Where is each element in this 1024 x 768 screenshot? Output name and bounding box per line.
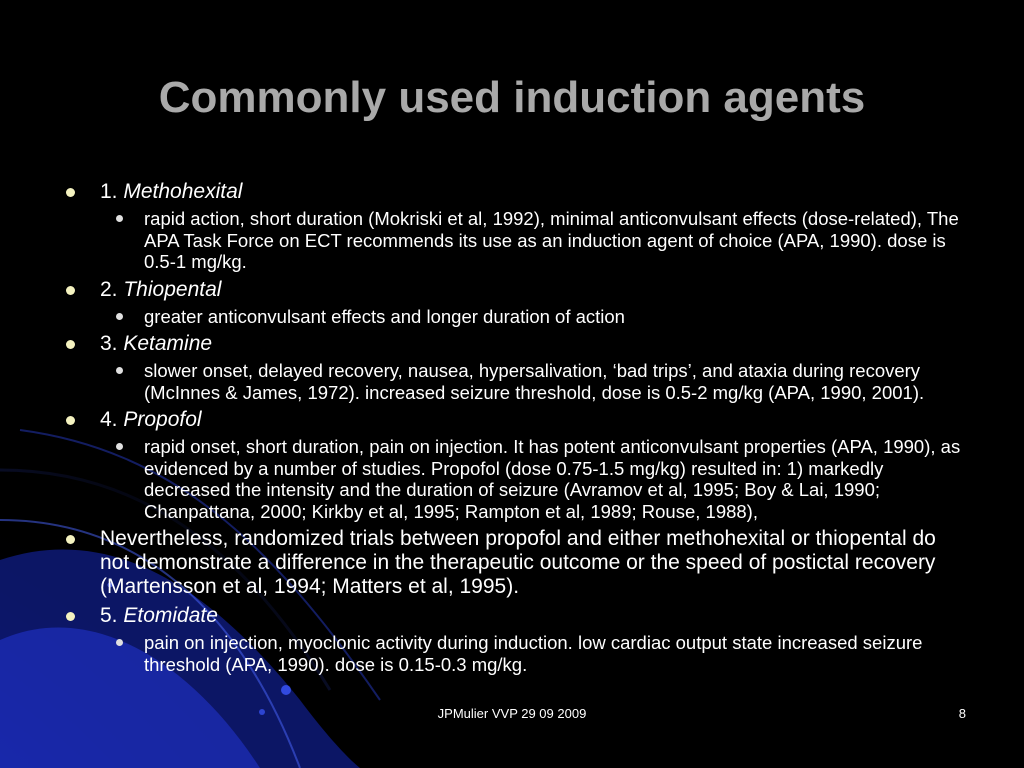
- bullet-icon: [116, 313, 123, 320]
- drug-name: Propofol: [123, 408, 202, 431]
- bullet-icon: [66, 535, 75, 544]
- sub-item: [100, 632, 962, 675]
- drug-name: Thiopental: [123, 277, 222, 301]
- drug-detail: greater anticonvulsant effects and longer duration of action: [144, 305, 625, 327]
- note-text: Nevertheless, randomized trials between propofol and either methohexital or thiopental do not demonstrate a difference in the therapeutic outcome or the speed of postictal recovery (Martensson et al, 1994; Matters et al, 1995).: [100, 527, 936, 598]
- sub-item: [100, 436, 962, 522]
- bullet-icon: [116, 639, 123, 646]
- list-item-note: [62, 527, 962, 599]
- drug-name: Etomidate: [123, 604, 218, 627]
- bullet-icon: [116, 367, 123, 374]
- bullet-icon: [66, 340, 75, 349]
- drug-detail: slower onset, delayed recovery, nausea, hypersalivation, ‘bad trips’, and ataxia during recovery (McInnes & James, 1972). increased seizure threshold, dose is 0.5-2 mg/kg (APA, 1990, 2001).: [144, 360, 925, 403]
- list-item-thiopental: [62, 278, 962, 328]
- bullet-list: [62, 180, 962, 680]
- footer-text: JPMulier VVP 29 09 2009: [437, 706, 587, 721]
- item-number: 1.: [100, 180, 118, 203]
- bullet-icon: [66, 188, 75, 197]
- list-item-methohexital: [62, 180, 962, 273]
- bullet-icon: [66, 416, 75, 425]
- bullet-icon: [116, 443, 123, 450]
- bullet-icon: [116, 215, 123, 222]
- sub-item: [100, 208, 962, 273]
- item-number: 4.: [100, 408, 118, 431]
- drug-name: Methohexital: [123, 180, 243, 203]
- drug-detail: rapid action, short duration (Mokriski et al, 1992), minimal anticonvulsant effects (dose-related), The APA Task Force on ECT recommends its use as an induction agent of choice (APA, 1990). dose is 0.5-1 mg/kg.: [144, 208, 959, 272]
- drug-detail: pain on injection, myoclonic activity during induction. low cardiac output state increased seizure threshold (APA, 1990). dose is 0.15-0.3 mg/kg.: [144, 632, 923, 675]
- sub-item: [100, 306, 962, 328]
- drug-name: Ketamine: [123, 332, 213, 355]
- list-item-ketamine: [62, 332, 962, 403]
- bullet-icon: [66, 286, 75, 295]
- bullet-icon: [66, 612, 75, 621]
- slide-title: Commonly used induction agents: [158, 73, 866, 122]
- list-item-etomidate: [62, 604, 962, 675]
- item-number: 2.: [100, 277, 118, 301]
- drug-detail: rapid onset, short duration, pain on injection. It has potent anticonvulsant properties (APA, 1990), as evidenced by a number of studies. Propofol (dose 0.75-1.5 mg/kg) resulted in: 1) markedly decreased the intensity and the duration of seizure (Avramov et al, 1995; Boy & Lai, 1990; Chanpattana, 2000; Kirkby et al, 1995; Rampton et al, 1989; Rouse, 1988),: [144, 436, 961, 522]
- item-number: 5.: [100, 604, 118, 627]
- item-number: 3.: [100, 332, 118, 355]
- sub-item: [100, 360, 962, 403]
- list-item-propofol: [62, 408, 962, 522]
- page-number: 8: [958, 706, 966, 721]
